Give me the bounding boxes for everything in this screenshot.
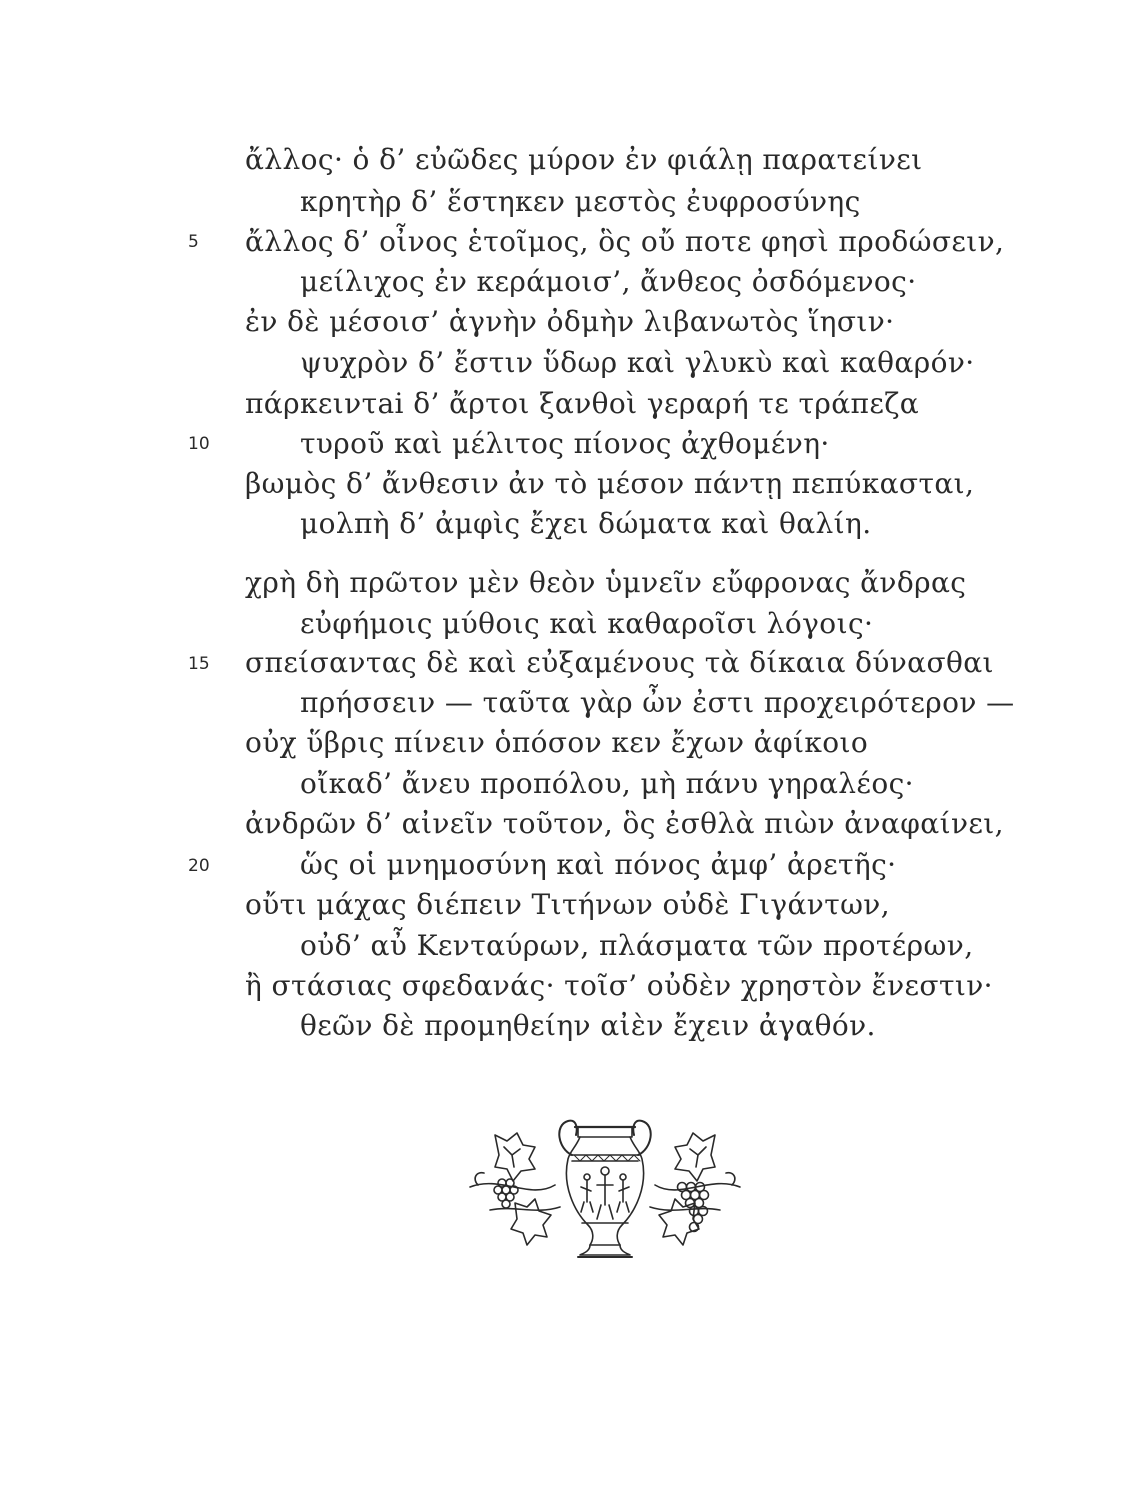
verse-line-11: βωμὸς δ’ ἄνθεσιν ἀν τὸ μέσον πάντῃ πεπύκασται, — [245, 467, 975, 500]
verse-line-10: τυροῦ καὶ μέλιτος πίονος ἀχθομένη· — [300, 427, 830, 460]
verse-line-21: οὔτι μάχας διέπειν Τιτήνων οὐδὲ Γιγάντων, — [245, 888, 891, 921]
verse-line-3: ἄλλος· ὁ δ’ εὐῶδες μύρον ἐν φιάλῃ παρατείνει — [245, 143, 923, 176]
line-number: 5 — [188, 232, 199, 252]
verse-line-24: θεῶν δὲ προμηθείην αἰὲν ἔχειν ἀγαθόν. — [300, 1009, 876, 1042]
verse-line-20: ὥς οἱ μνημοσύνη καὶ πόνος ἀμφ’ ἀρετῆς· — [300, 848, 897, 881]
verse-line-5: ἄλλος δ’ οἶνος ἑτοῖμος, ὃς οὔ ποτε φησὶ προδώσειν, — [245, 225, 1005, 258]
line-number: 15 — [188, 654, 210, 674]
verse-line-9: πάρκειντai δ’ ἄρτοι ξανθοὶ γεραρή τε τράπεζα — [245, 387, 920, 420]
verse-line-7: ἐν δὲ μέσοισ’ ἁγνὴν ὀδμὴν λιβανωτὸς ἵησιν· — [245, 305, 895, 338]
verse-line-14: εὐφήμοις μύθοις καὶ καθαροῖσι λόγοις· — [300, 607, 874, 640]
verse-line-13: χρὴ δὴ πρῶτον μὲν θεὸν ὑμνεῖν εὔφρονας ἄνδρας — [245, 566, 967, 599]
verse-line-18: οἴκαδ’ ἄνευ προπόλου, μὴ πάνυ γηραλέος· — [300, 767, 914, 800]
verse-line-12: μολπὴ δ’ ἀμφὶς ἔχει δώματα καὶ θαλίη. — [300, 507, 872, 540]
verse-line-19: ἀνδρῶν δ’ αἰνεῖν τοῦτον, ὃς ἐσθλὰ πιὼν ἀναφαίνει, — [245, 807, 1004, 840]
verse-line-23: ἢ στάσιας σφεδανάς· τοῖσ’ οὐδὲν χρηστὸν ἔνεστιν· — [245, 969, 993, 1002]
verse-line-8: ψυχρὸν δ’ ἔστιν ὕδωρ καὶ γλυκὺ καὶ καθαρόν· — [300, 346, 975, 379]
line-number: 10 — [188, 434, 210, 454]
verse-line-17: οὐχ ὕβρις πίνειν ὁπόσον κεν ἔχων ἀφίκοιο — [245, 726, 869, 759]
verse-line-4: κρητὴρ δ’ ἕστηκεν μεστὸς ἐυφροσύνης — [300, 185, 861, 218]
amphora-with-grapevine-icon — [460, 1115, 750, 1300]
line-number: 20 — [188, 856, 210, 876]
verse-line-16: πρήσσειν — ταῦτα γὰρ ὦν ἐστι προχειρότερον — — [300, 686, 1015, 719]
verse-line-22: οὐδ’ αὖ Κενταύρων, πλάσματα τῶν προτέρων, — [300, 929, 974, 962]
verse-line-15: σπείσαντας δὲ καὶ εὐξαμένους τὰ δίκαια δύνασθαι — [245, 646, 994, 679]
verse-line-6: μείλιχος ἐν κεράμοισ’, ἄνθεος ὀσδόμενος· — [300, 265, 917, 298]
